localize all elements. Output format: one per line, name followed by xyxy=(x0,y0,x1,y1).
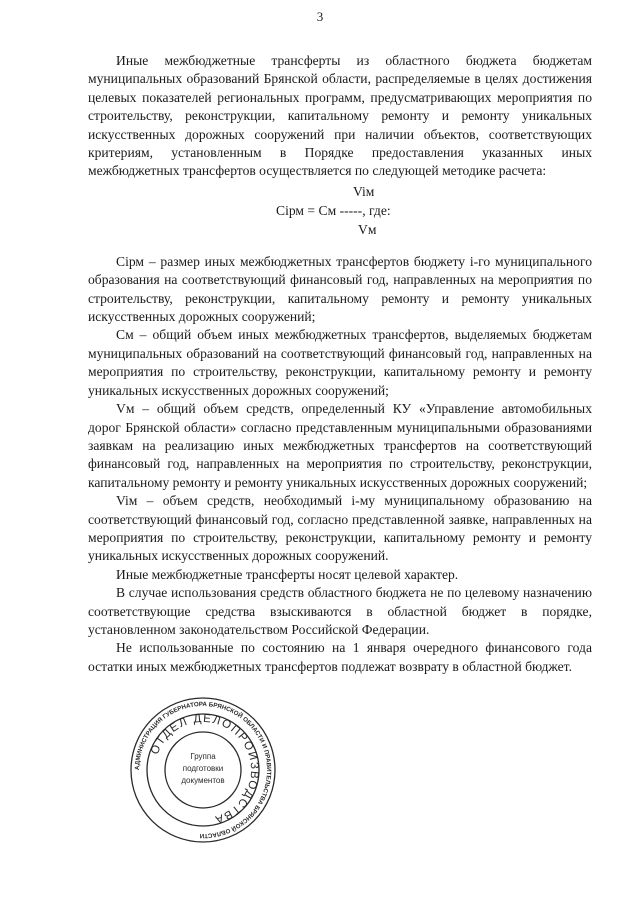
formula-numerator: Viм xyxy=(353,183,375,199)
stamp-center-line-3: документов xyxy=(181,776,225,785)
formula xyxy=(88,181,592,253)
page-number: 3 xyxy=(316,9,324,24)
paragraph: Ciрм – размер иных межбюджетных трансфертов бюджету i-го муниципального образования на соответствующий финансовый год, направленных на мероприятия по строительству, реконструкции, капитальному ремонту и ремонту уникальных искусственных дорожных сооружений; xyxy=(88,253,592,325)
formula-denominator: Vм xyxy=(358,221,377,237)
intro-section xyxy=(88,52,592,181)
document-body xyxy=(88,52,592,676)
paragraph: Иные межбюджетные трансферты из областного бюджета бюджетам муниципальных образований Брянской области, распределяемые в целях достижения целевых показателей региональных программ, предусматривающих мероприятия по строительству, реконструкции, капитальному ремонту и ремонту уникальных искусственных дорожных сооружений при наличии объектов, соответствующих критериям, установленным в Порядке предоставления указанных иных межбюджетных трансфертов осуществляется по следующей методике расчета: xyxy=(88,53,592,179)
department-stamp xyxy=(128,695,278,845)
formula-expression: Ciрм = См -----, где: xyxy=(276,202,391,218)
paragraph: Не использованные по состоянию на 1 января очередного финансового года остатки иных межбюджетных трансфертов подлежат возврату в областной бюджет. xyxy=(88,640,592,674)
paragraph: Иные межбюджетные трансферты носят целевой характер. xyxy=(116,566,459,582)
paragraph: Viм – объем средств, необходимый i-му муниципальному образованию на соответствующий финансовый год, согласно представленной заявке, направленных на мероприятия по строительству, реконструкции, капитальному ремонту и ремонту уникальных искусственных дорожных сооружений. xyxy=(88,493,592,564)
stamp-center-line-1: Группа xyxy=(190,752,216,761)
stamp-middle-text: ОТДЕЛ ДЕЛОПРОИЗВОДСТВА xyxy=(148,712,261,826)
paragraph: Vм – общий объем средств, определенный КУ «Управление автомобильных дорог Брянской области» согласно представленным муниципальными образованиями заявкам на реализацию иных межбюджетных трансфертов на соответствующий финансовый год, направленных на мероприятия по строительству, реконструкции, капитальному ремонту и ремонту уникальных искусственных дорожных сооружений; xyxy=(88,401,592,490)
paragraph: См – общий объем иных межбюджетных трансфертов, выделяемых бюджетам муниципальных образований на соответствующий финансовый год, направленных на мероприятия по строительству, реконструкции, капитальному ремонту и ремонту уникальных искусственных дорожных сооружений; xyxy=(88,327,592,398)
stamp-center-line-2: подготовки xyxy=(182,764,224,773)
paragraph: В случае использования средств областного бюджета не по целевому назначению соответствующие средства взыскиваются в областной бюджет в порядке, установленном законодательством Российской Федерации. xyxy=(88,585,592,637)
stamp-outer-text: АДМИНИСТРАЦИЯ ГУБЕРНАТОРА БРЯНСКОЙ ОБЛАСТИ И ПРАВИТЕЛЬСТВА БРЯНСКОЙ ОБЛАСТИ xyxy=(133,700,273,840)
definitions-section xyxy=(88,253,592,676)
